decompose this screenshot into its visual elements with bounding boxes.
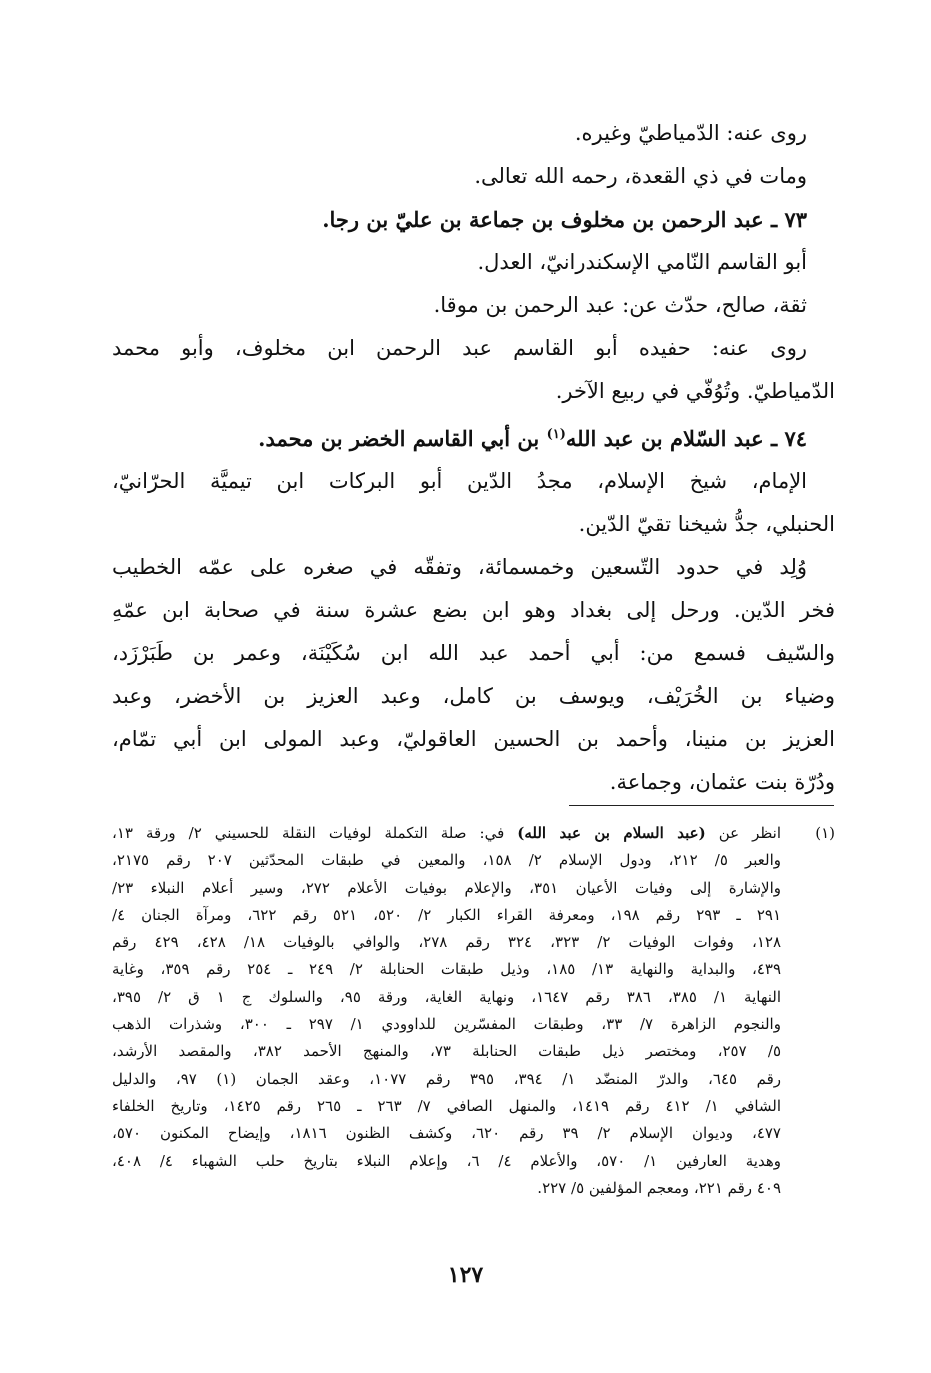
footnote-line: ٤٠٩ رقم ٢٢١، ومعجم المؤلفين ٥/ ٢٢٧. — [537, 1178, 781, 1197]
text-line: العزيز بن منينا، وأحمد بن الحسين العاقوليّ، وعبد المولى ابن أبي تمّام، — [112, 727, 835, 751]
text-line: روى عنه: حفيده أبو القاسم عبد الرحمن ابن مخلوف، وأبو محمد — [112, 336, 808, 360]
text-line: روى عنه: الدّمياطيّ وغيره. — [574, 121, 807, 145]
footnote-subject: (عبد السلام بن عبد الله) — [517, 824, 706, 842]
text-line: ومات في ذي القعدة، رحمه الله تعالى. — [474, 164, 807, 188]
footnote-first-line — [112, 820, 835, 847]
entry-74-heading — [112, 413, 835, 460]
main-text — [112, 112, 835, 804]
text-line: وُلِد في حدود التّسعين وخمسمائة، وتفقّه في صغره على عمّه الخطيب — [112, 555, 807, 579]
entry-73-heading: ٧٣ ـ عبد الرحمن بن مخلوف بن جماعة بن عليّ بن رجا. — [322, 207, 807, 232]
text-line: ودُرّة بنت عثمان، وجماعة. — [609, 770, 835, 794]
text-line: أبو القاسم النّامي الإسكندرانيّ، العدل. — [477, 250, 807, 274]
text-line: والسّيف فسمع من: أبي أحمد عبد الله ابن سُكَيْنَة، وعمر بن طَبَرْزَد، — [112, 641, 835, 665]
text-line: الإمام، شيخ الإسلام، مجدُ الدّين أبو البركات ابن تيميَّة الحرّانيّ، — [112, 469, 807, 493]
text-line: فخر الدّين. ورحل إلى بغداد وهو ابن بضع عشرة سنة في صحابة ابن عمّهِ — [112, 598, 835, 622]
footnote-separator — [569, 805, 834, 806]
footnote-line — [112, 820, 803, 847]
footnote-number: (١) — [815, 824, 835, 842]
entry-74-title-part2: بن أبي القاسم الخضر بن محمد. — [258, 426, 547, 451]
footnote-line: ٤٣٩، والبداية والنهاية ١٣/ ١٨٥، وذيل طبقات الحنابلة ٢/ ٢٤٩ ـ ٢٥٤ رقم ٣٥٩، وغاية — [112, 960, 782, 979]
footnote-line: ٥/ ٢٥٧، ومختصر ذيل طبقات الحنابلة ٧٣، والمنهج الأحمد ٣٨٢، والمقصد الأرشد، — [112, 1042, 782, 1061]
footnote-line: ١٢٨، وفوات الوفيات ٢/ ٣٢٣، ٣٢٤ رقم ٢٧٨، والوافي بالوفيات ١٨/ ٤٢٨، ٤٢٩ رقم — [112, 933, 781, 952]
footnote-line: وهدية العارفين ١/ ٥٧٠، والأعلام ٤/ ٦، وإعلام النبلاء بتاريخ حلب الشهباء ٤/ ٤٠٨، — [112, 1151, 781, 1170]
footnote-line: النهاية ١/ ٣٨٥، ٣٨٦ رقم ١٦٤٧، ونهاية الغاية، ورقة ٩٥، والسلوك ج ١ ق ٢/ ٣٩٥، — [112, 987, 782, 1006]
footnote-prefix: انظر عن — [705, 824, 781, 842]
footnote-line: ٤٧٧، وديوان الإسلام ٢/ ٣٩ رقم ٦٢٠، وكشف الظنون ١٨١٦، وإيضاح المكنون ٥٧٠، — [112, 1124, 781, 1143]
footnote-line: الشافي ١/ ٤١٢ رقم ١٤١٩، والمنهل الصافي ٧/ ٢٦٣ ـ ٢٦٥ رقم ١٤٢٥، وتاريخ الخلفاء — [112, 1096, 782, 1115]
footnote-rest: في: صلة التكملة لوفيات النقلة للحسيني ٢/ ورقة ١٣، — [112, 824, 518, 842]
text-line: الحنبلي، جدُّ شيخنا تقيّ الدّين. — [578, 512, 835, 536]
footnotes — [112, 820, 835, 1202]
footnote-marker: (١) — [546, 427, 566, 442]
footnote-line: والعبر ٥/ ٢١٢، ودول الإسلام ٢/ ١٥٨، والمعين في طبقات المحدّثين ٢٠٧ رقم ٢١٧٥، — [112, 851, 781, 870]
footnote-line: ٢٩١ ـ ٢٩٣ رقم ١٩٨، ومعرفة القراء الكبار ٢/ ٥٢٠، ٥٢١ رقم ٦٢٢، ومرآة الجنان ٤/ — [112, 905, 782, 924]
entry-74-title-part1: ٧٤ ـ عبد السّلام بن عبد الله — [565, 426, 807, 451]
text-line: وضياء بن الخُرَيْف، ويوسف بن كامل، وعبد العزيز بن الأخضر، وعبد — [112, 684, 835, 708]
text-line: ثقة، صالح، حدّث عن: عبد الرحمن بن موقا. — [433, 293, 807, 317]
footnote-line: والنجوم الزاهرة ٧/ ٣٣، وطبقات المفسّرين للداوودي ١/ ٢٩٧ ـ ٣٠٠، وشذرات الذهب — [112, 1015, 781, 1034]
footnote-line: والإشارة إلى وفيات الأعيان ٣٥١، والإعلام بوفيات الأعلام ٢٧٢، وسير أعلام النبلاء ٢٣/ — [112, 878, 781, 897]
text-line: الدّمياطيّ. وتُوُفّي في ربيع الآخر. — [555, 379, 835, 403]
footnote-line: رقم ٦٤٥، والدرّ المنضّد ١/ ٣٩٤، ٣٩٥ رقم ١٠٧٧، وعقد الجمان (١) ٩٧، والدليل — [112, 1069, 782, 1088]
page-number: ١٢٧ — [447, 1262, 484, 1288]
